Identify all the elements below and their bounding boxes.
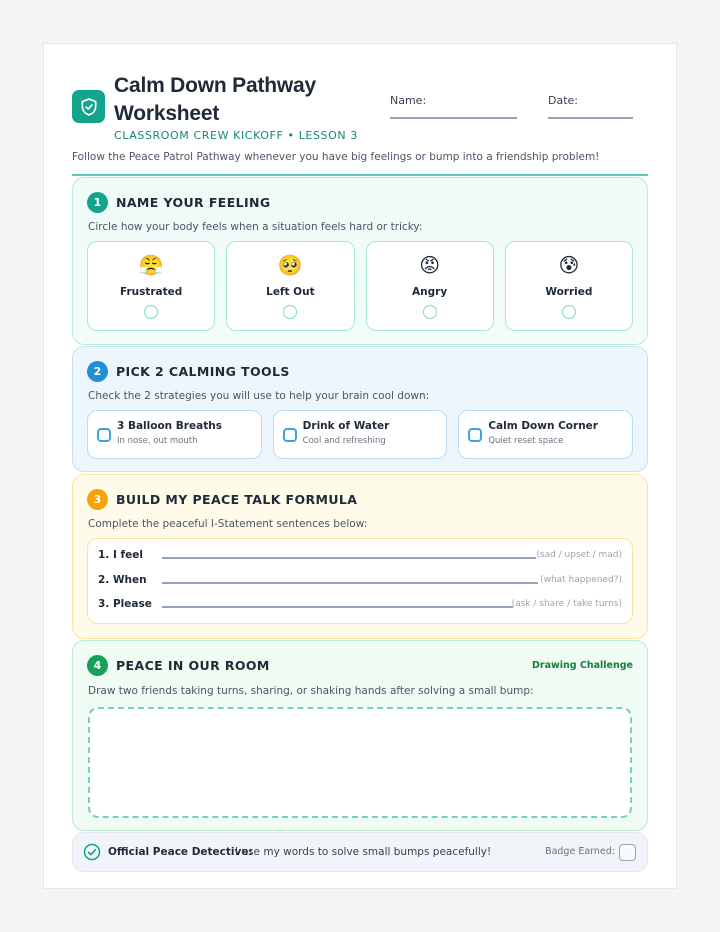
writing-line[interactable] [162, 606, 513, 608]
feeling-card-frustrated[interactable] [87, 241, 215, 331]
i-statement-hint: (ask / share / take turns) [511, 599, 622, 609]
tool-checkbox[interactable] [97, 428, 111, 442]
section-peace-talk [72, 474, 648, 639]
i-statement-label: 2. When [98, 574, 147, 586]
header-divider [72, 174, 648, 176]
tool-checkbox[interactable] [468, 428, 482, 442]
tool-name: Drink of Water [302, 420, 390, 432]
section-title: NAME YOUR FEELING [116, 195, 271, 210]
tool-description: Cool and refreshing [302, 436, 386, 446]
tool-card-drink-water[interactable] [273, 410, 448, 459]
badge-earned-label: Badge Earned: [545, 846, 615, 857]
intro-text: Follow the Peace Patrol Pathway whenever you have big feelings or bump into a friendship problem! [72, 151, 600, 163]
feeling-label: Frustrated [119, 286, 183, 298]
feeling-card-worried[interactable] [505, 241, 633, 331]
frustrated-face-icon: 😤 [138, 253, 164, 277]
i-statement-hint: (what happened?) [540, 575, 622, 585]
feeling-radio[interactable] [144, 305, 158, 319]
step-number-badge: 3 [87, 489, 108, 510]
section-calming-tools [72, 346, 648, 472]
feeling-card-left-out[interactable] [226, 241, 354, 331]
section-peace-room [72, 640, 648, 831]
anxious-face-icon: 😰 [558, 253, 580, 277]
section-title: PICK 2 CALMING TOOLS [116, 364, 290, 379]
peace-detective-footer [72, 832, 648, 872]
i-statement-line[interactable] [98, 549, 622, 565]
section-header [87, 655, 270, 676]
date-line [548, 117, 633, 119]
date-field[interactable] [548, 94, 633, 107]
feeling-radio[interactable] [423, 305, 437, 319]
section-description: Draw two friends taking turns, sharing, or shaking hands after solving a small bump: [88, 685, 534, 697]
feeling-label: Angry [412, 286, 448, 298]
step-number-badge: 1 [87, 192, 108, 213]
detective-title: Official Peace Detective: [108, 846, 253, 858]
section-title: PEACE IN OUR ROOM [116, 658, 270, 673]
i-statement-line[interactable] [98, 574, 622, 590]
feeling-radio[interactable] [283, 305, 297, 319]
tool-name: 3 Balloon Breaths [117, 420, 222, 432]
tool-description: In nose, out mouth [117, 436, 198, 446]
step-number-badge: 4 [87, 655, 108, 676]
feeling-label: Worried [545, 286, 593, 298]
writing-line[interactable] [162, 557, 536, 559]
drawing-area[interactable] [88, 707, 632, 818]
tool-description: Quiet reset space [488, 436, 564, 446]
section-name-feeling [72, 177, 648, 345]
section-header [87, 192, 271, 213]
page-title: Calm Down Pathway Worksheet [114, 74, 316, 125]
section-header [87, 361, 290, 382]
name-label: Name: [390, 94, 427, 107]
tool-card-balloon-breaths[interactable] [87, 410, 262, 459]
section-header [87, 489, 357, 510]
feeling-card-angry[interactable] [366, 241, 494, 331]
i-statement-label: 3. Please [98, 598, 152, 610]
feelings-list [87, 241, 633, 331]
section-title: BUILD MY PEACE TALK FORMULA [116, 492, 358, 507]
tool-card-calm-corner[interactable] [458, 410, 633, 459]
section-description: Check the 2 strategies you will use to help your brain cool down: [88, 390, 430, 402]
drawing-challenge-tag: Drawing Challenge [532, 660, 633, 671]
name-field[interactable] [390, 94, 517, 107]
section-description: Complete the peaceful I-Statement sentences below: [88, 518, 368, 530]
detective-pledge: I use my words to solve small bumps peacefully! [235, 846, 492, 858]
i-statement-label: 1. I feel [98, 549, 143, 561]
name-line [390, 117, 517, 119]
step-number-badge: 2 [87, 361, 108, 382]
i-statement-hint: (sad / upset / mad) [536, 550, 622, 560]
section-description: Circle how your body feels when a situation feels hard or tricky: [88, 221, 423, 233]
writing-line[interactable] [162, 582, 538, 584]
badge-earned-checkbox[interactable] [619, 844, 636, 861]
feeling-radio[interactable] [562, 305, 576, 319]
angry-face-icon: 😡 [419, 253, 441, 277]
shield-check-icon [72, 90, 105, 123]
check-circle-icon [83, 843, 101, 861]
date-label: Date: [548, 94, 578, 107]
tools-list [87, 410, 633, 459]
tool-checkbox[interactable] [283, 428, 297, 442]
feeling-label: Left Out [266, 286, 315, 298]
pleading-face-icon: 🥺 [277, 253, 303, 277]
i-statement-box [87, 538, 633, 624]
i-statement-line[interactable] [98, 598, 622, 614]
page-subtitle: CLASSROOM CREW KICKOFF • LESSON 3 [114, 129, 358, 142]
worksheet-page [43, 43, 677, 889]
tool-name: Calm Down Corner [488, 420, 598, 432]
